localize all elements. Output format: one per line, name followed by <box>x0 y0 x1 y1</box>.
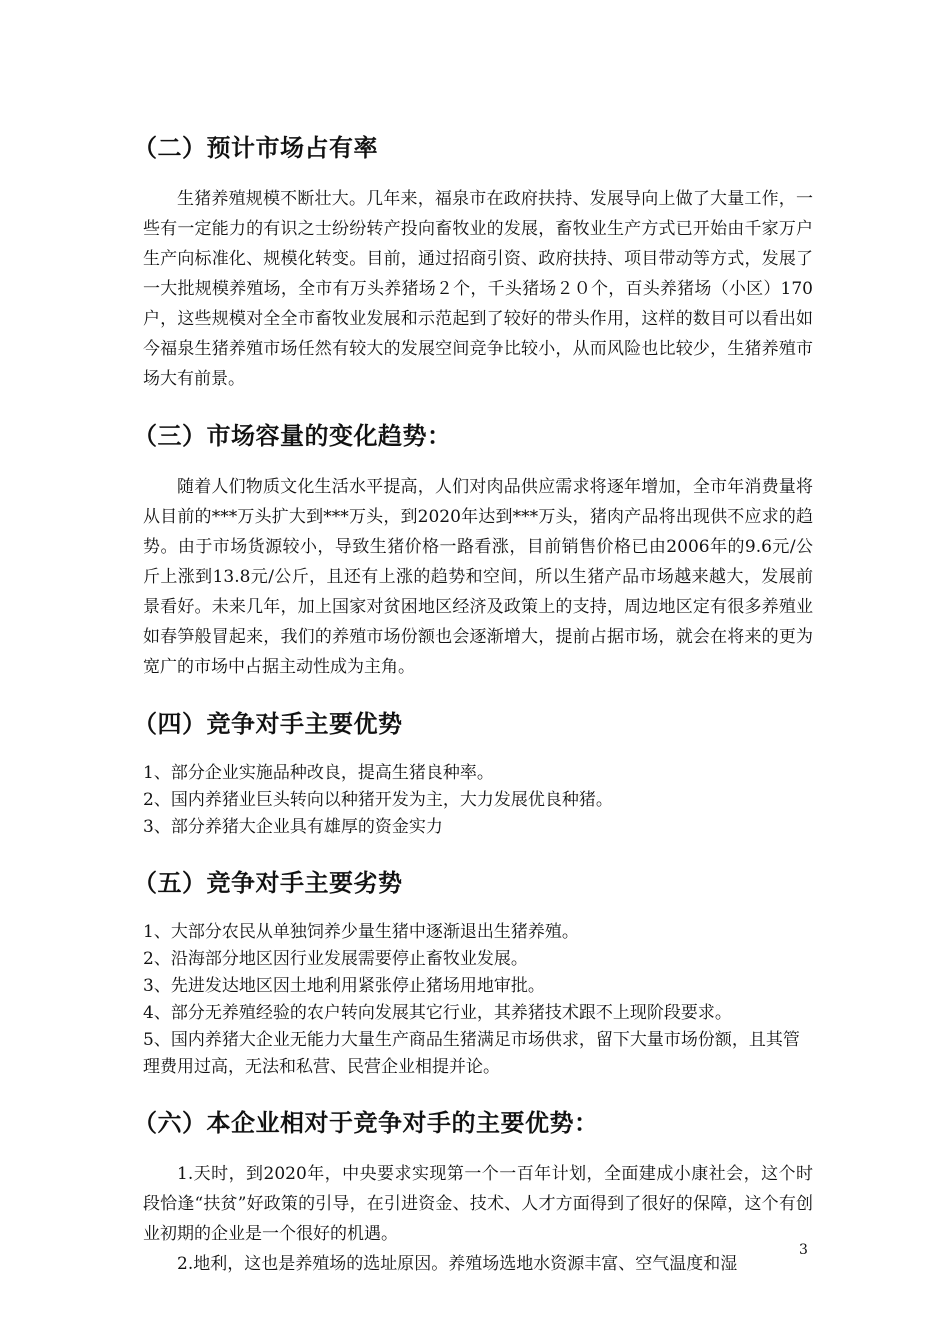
section-company-advantages <box>133 1103 813 1279</box>
disadvantages-list <box>143 919 813 1081</box>
section-market-capacity-trend <box>133 416 813 682</box>
paragraph: 生猪养殖规模不断壮大。几年来，福泉市在政府扶持、发展导向上做了大量工作，一些有一定能力的有识之士纷纷转产投向畜牧业的发展，畜牧业生产方式已开始由千家万户生产向标准化、规模化转变。目前，通过招商引资、政府扶持、项目带动等方式，发展了一大批规模养殖场，全市有万头养猪场２个，千头猪场２０个，百头养猪场（小区）170户，这些规模对全全市畜牧业发展和示范起到了较好的带头作用，这样的数目可以看出如今福泉生猪养殖市场任然有较大的发展空间竞争比较小，从而风险也比较少，生猪养殖市场大有前景。 <box>143 189 813 389</box>
section-market-share <box>133 128 813 394</box>
paragraph: 1.天时，到2020年，中央要求实现第一个一百年计划，全面建成小康社会，这个时段恰逢“扶贫”好政策的引导，在引进资金、技术、人才方面得到了很好的保障，这个有创业初期的企业是一个很好的机遇。 <box>143 1164 813 1244</box>
list-item: 2、国内养猪业巨头转向以种猪开发为主，大力发展优良种猪。 <box>143 790 613 810</box>
paragraph: 随着人们物质文化生活水平提高，人们对肉品供应需求将逐年增加，全市年消费量将从目前的***万头扩大到***万头，到2020年达到***万头，猪肉产品将出现供不应求的趋势。由于市场货源较小，导致生猪价格一路看涨，目前销售价格已由2006年的9.6元/公斤上涨到13.8元/公斤，且还有上涨的趋势和空间，所以生猪产品市场越来越大，发展前景看好。未来几年，加上国家对贫困地区经济及政策上的支持，周边地区定有很多养殖业如春笋般冒起来，我们的养殖市场份额也会逐渐增大，提前占据市场，就会在将来的更为宽广的市场中占据主动性成为主角。 <box>143 477 813 677</box>
list-item: 2、沿海部分地区因行业发展需要停止畜牧业发展。 <box>143 949 528 969</box>
section-heading: （五）竞争对手主要劣势 <box>133 869 403 897</box>
document-body <box>133 128 813 1279</box>
section-heading: （三）市场容量的变化趋势： <box>133 422 452 450</box>
section-heading: （六）本企业相对于竞争对手的主要优势： <box>133 1109 599 1137</box>
list-item: 3、部分养猪大企业具有雄厚的资金实力 <box>143 817 443 837</box>
page-number: 3 <box>799 1242 808 1258</box>
list-item: 1、大部分农民从单独饲养少量生猪中逐渐退出生猪养殖。 <box>143 922 579 942</box>
section-competitor-advantages <box>133 704 813 841</box>
paragraph: 2.地利，这也是养殖场的选址原因。养殖场选地水资源丰富、空气温度和湿 <box>177 1254 738 1274</box>
section-heading: （二）预计市场占有率 <box>133 134 378 162</box>
list-item: 1、部分企业实施品种改良，提高生猪良种率。 <box>143 763 494 783</box>
section-heading: （四）竞争对手主要优势 <box>133 710 403 738</box>
list-item: 4、部分无养殖经验的农户转向发展其它行业，其养猪技术跟不上现阶段要求。 <box>143 1003 732 1023</box>
advantages-list <box>143 760 813 841</box>
section-competitor-disadvantages <box>133 863 813 1081</box>
list-item: 3、先进发达地区因土地利用紧张停止猪场用地审批。 <box>143 976 545 996</box>
list-item: 5、国内养猪大企业无能力大量生产商品生猪满足市场供求，留下大量市场份额，且其管理费用过高，无法和私营、民营企业相提并论。 <box>143 1030 800 1077</box>
